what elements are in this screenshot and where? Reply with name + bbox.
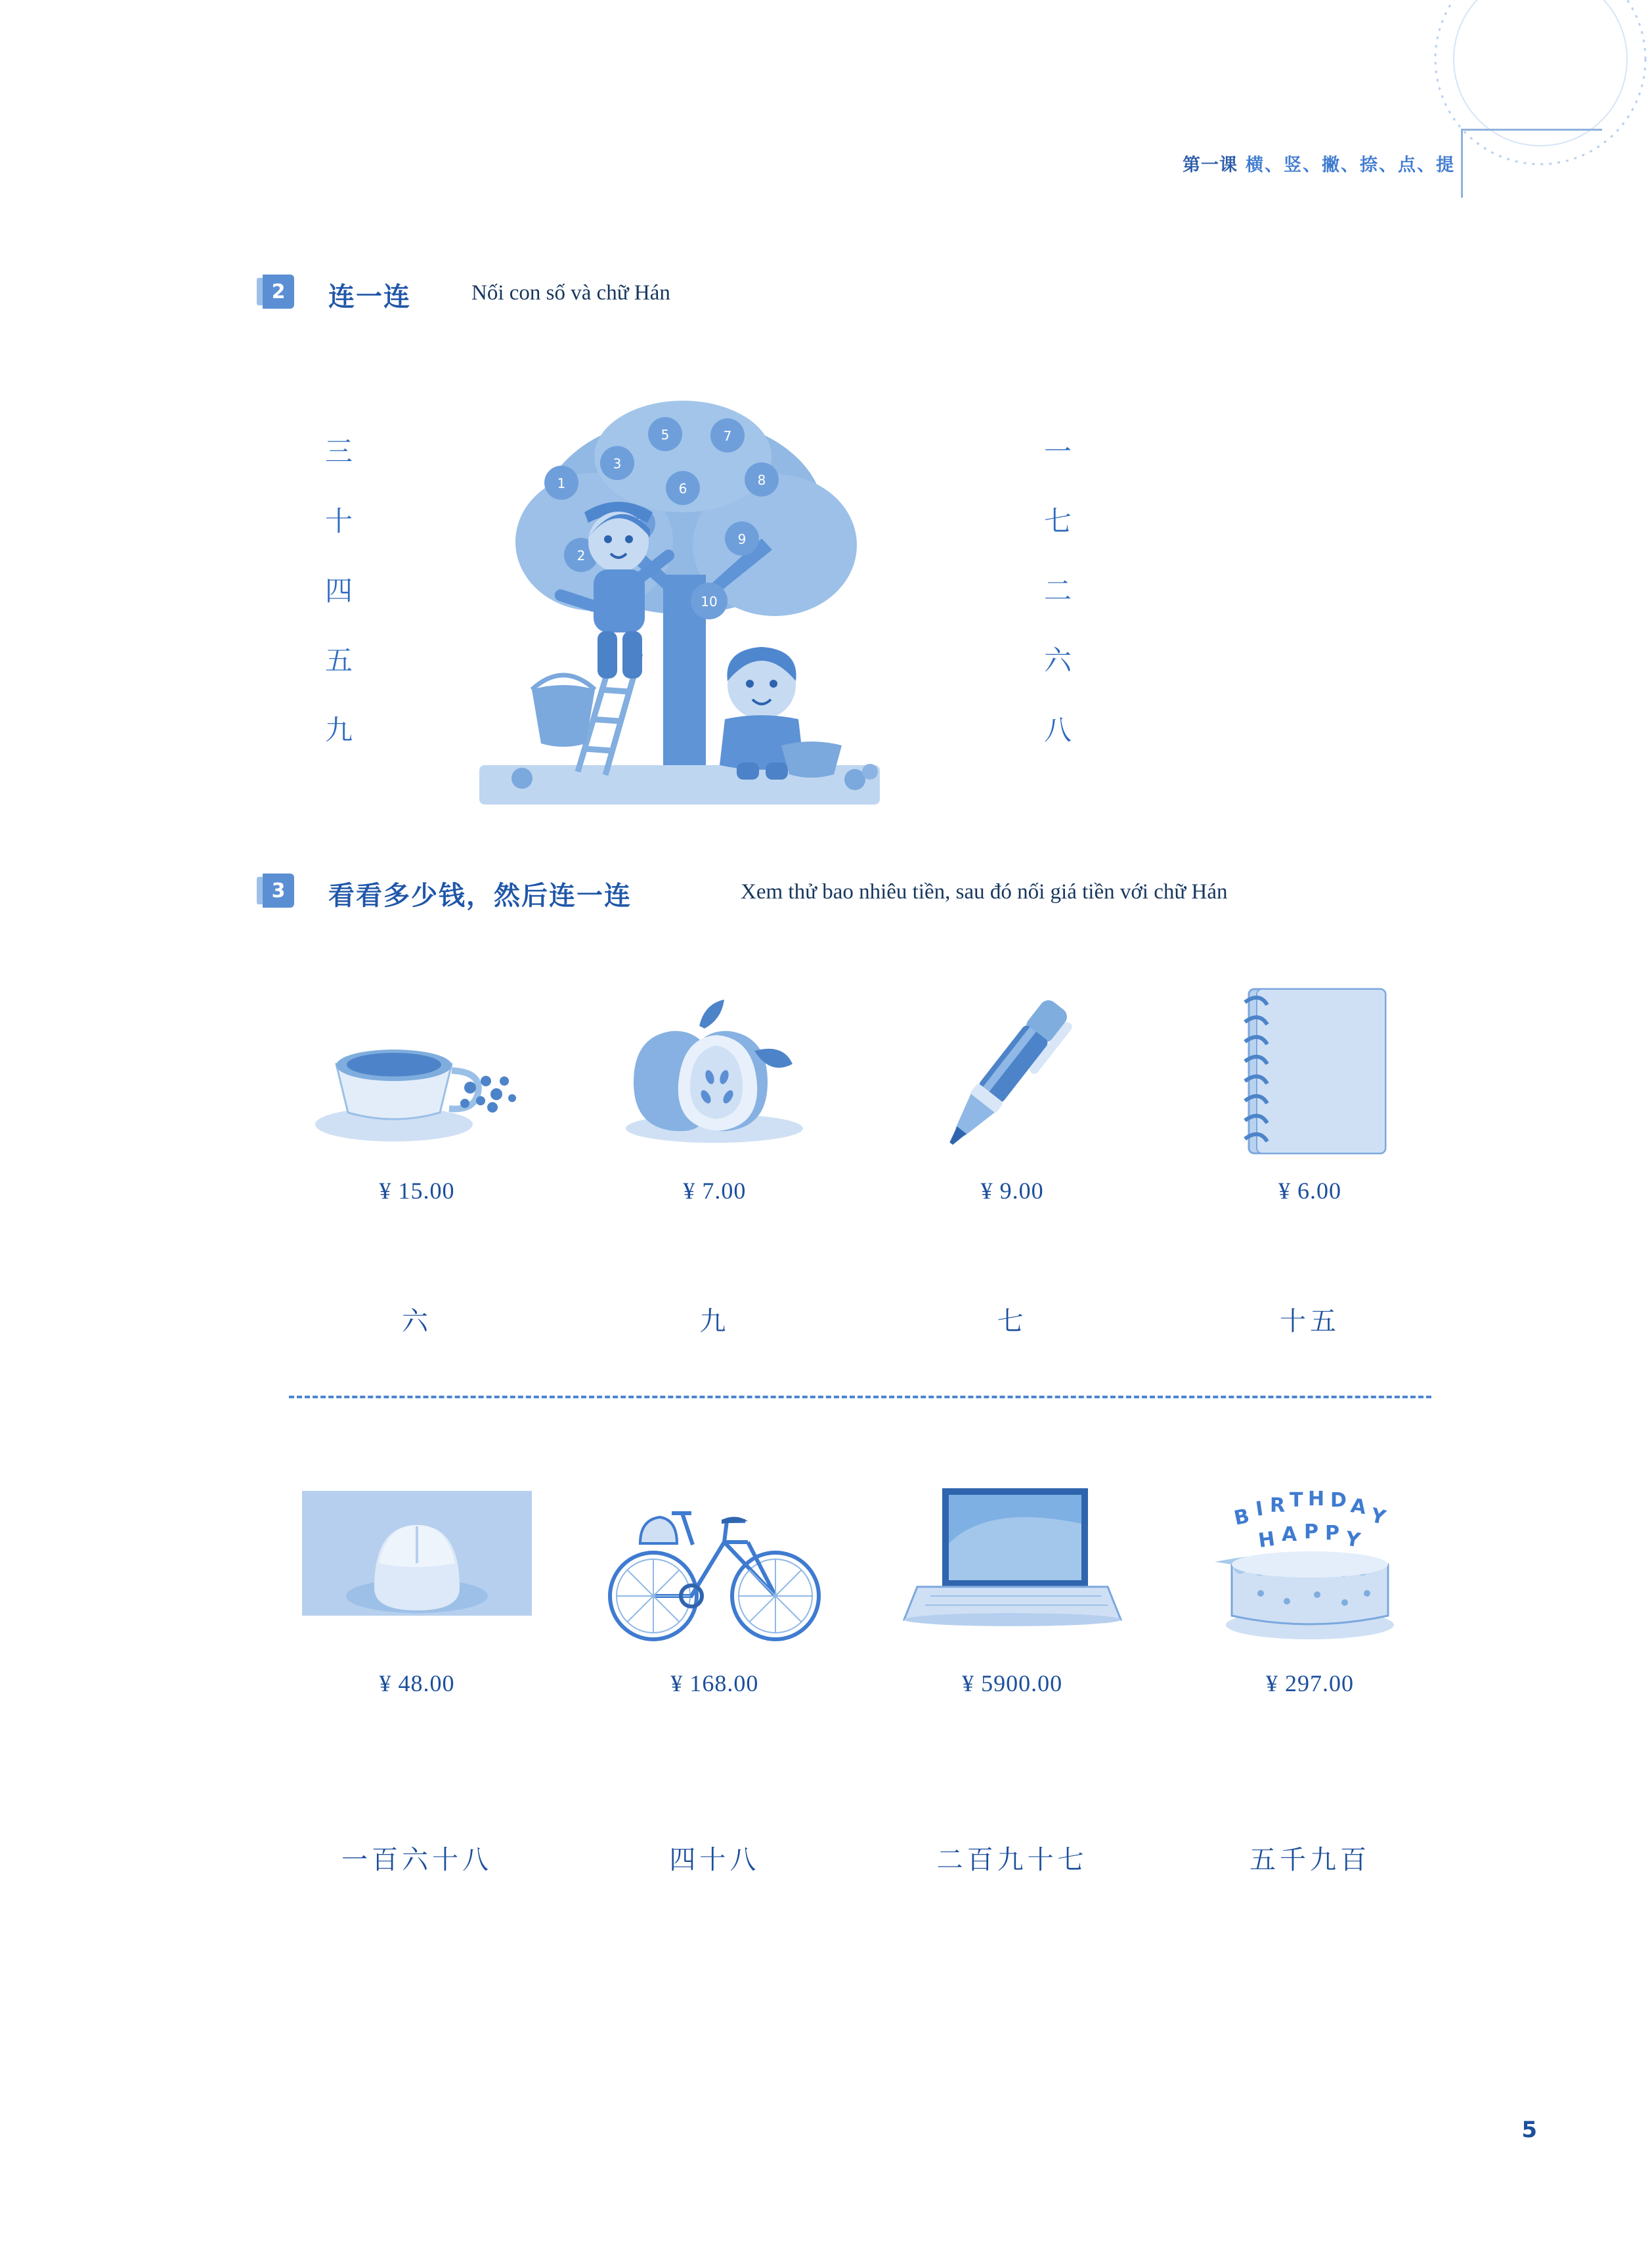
birthday-cake-image	[1188, 1465, 1431, 1655]
char-left-0[interactable]: 三	[325, 435, 353, 468]
goods-item-coffee[interactable]	[289, 972, 545, 1205]
page-header	[798, 143, 1652, 183]
svg-text:T: T	[1289, 1489, 1303, 1512]
svg-text:9: 9	[737, 531, 747, 547]
goods-row-2	[289, 1465, 1438, 1697]
svg-text:H: H	[1257, 1527, 1276, 1553]
goods-item-laptop[interactable]	[884, 1465, 1141, 1697]
computer-mouse-image	[295, 1465, 538, 1655]
lesson-strokes: 横、竖、撇、捺、点、提	[1246, 154, 1455, 175]
char-left-1[interactable]: 十	[325, 505, 353, 537]
svg-text:B: B	[1232, 1504, 1252, 1530]
char-right-1[interactable]: 七	[1044, 505, 1072, 537]
hanzi-5900: 五千九百	[1249, 1845, 1370, 1875]
goods-item-pen[interactable]	[884, 972, 1141, 1205]
hanzi-cell-1-4[interactable]	[1182, 1300, 1438, 1338]
apples-image	[593, 972, 836, 1162]
char-right-2[interactable]: 二	[1044, 575, 1072, 607]
goods-item-bicycle[interactable]	[586, 1465, 842, 1697]
hanzi-48: 四十八	[669, 1845, 760, 1875]
hanzi-cell-1-2[interactable]	[586, 1300, 842, 1338]
goods-row-1	[289, 972, 1438, 1205]
notebook-image	[1188, 972, 1431, 1162]
price-notebook: ¥ 6.00	[1278, 1178, 1341, 1204]
char-left-4[interactable]: 九	[325, 714, 353, 746]
hanzi-cell-1-1[interactable]	[289, 1300, 545, 1338]
apple-tree-illustration	[453, 378, 913, 811]
svg-text:Y: Y	[1343, 1527, 1362, 1553]
exercise-3-title-vi: Xem thử bao nhiêu tiền, sau đó nối giá tiền với chữ Hán	[741, 880, 1228, 904]
char-right-3[interactable]: 六	[1044, 644, 1072, 676]
hanzi-cell-2-1[interactable]	[289, 1839, 545, 1876]
exercise-2-title-vi: Nối con số và chữ Hán	[471, 281, 670, 305]
goods-item-apples[interactable]	[586, 972, 842, 1205]
price-coffee: ¥ 15.00	[379, 1178, 455, 1204]
page-number: 5	[1521, 2117, 1537, 2143]
hanzi-cell-2-3[interactable]	[884, 1839, 1141, 1876]
price-mouse: ¥ 48.00	[379, 1670, 455, 1696]
price-apples: ¥ 7.00	[683, 1178, 747, 1204]
goods-item-mouse[interactable]	[289, 1465, 545, 1697]
section-divider	[289, 1396, 1431, 1398]
svg-text:1: 1	[557, 476, 566, 491]
price-bicycle: ¥ 168.00	[670, 1670, 759, 1696]
char-left-2[interactable]: 四	[325, 575, 353, 607]
svg-text:2: 2	[576, 548, 586, 564]
char-right-0[interactable]: 一	[1044, 435, 1072, 468]
svg-text:H: H	[1307, 1488, 1325, 1511]
svg-text:R: R	[1269, 1494, 1286, 1517]
price-laptop: ¥ 5900.00	[962, 1670, 1063, 1696]
bicycle-image	[593, 1465, 836, 1655]
number-characters-right	[1044, 430, 1072, 778]
price-cake: ¥ 297.00	[1265, 1670, 1354, 1696]
coffee-cup-image	[295, 972, 538, 1162]
svg-text:10: 10	[701, 594, 718, 609]
svg-text:3: 3	[613, 456, 622, 472]
svg-text:A: A	[1349, 1494, 1368, 1520]
hanzi-cell-2-2[interactable]	[586, 1839, 842, 1876]
pen-image	[891, 972, 1134, 1162]
hanzi-seven: 七	[997, 1306, 1028, 1337]
laptop-image	[891, 1465, 1134, 1655]
price-pen: ¥ 9.00	[980, 1178, 1044, 1204]
hanzi-cell-2-4[interactable]	[1182, 1839, 1438, 1876]
svg-text:7: 7	[723, 428, 732, 444]
svg-text:D: D	[1330, 1489, 1347, 1512]
svg-text:P: P	[1303, 1520, 1318, 1543]
lesson-label: 第一课	[1183, 154, 1238, 175]
char-left-3[interactable]: 五	[325, 644, 353, 676]
hanzi-row-2	[289, 1839, 1438, 1876]
svg-text:I: I	[1254, 1497, 1265, 1521]
goods-item-notebook[interactable]	[1182, 972, 1438, 1205]
exercise-2-title-cn: 连一连	[328, 282, 411, 312]
hanzi-168: 一百六十八	[341, 1845, 492, 1875]
hanzi-fifteen: 十五	[1279, 1306, 1340, 1337]
svg-text:Y: Y	[1368, 1503, 1388, 1530]
header-rule-horizontal	[1462, 129, 1602, 131]
svg-text:5: 5	[661, 427, 670, 443]
exercise-number-3: 3	[263, 874, 294, 908]
svg-text:P: P	[1324, 1522, 1339, 1545]
hanzi-row-1	[289, 1300, 1438, 1338]
svg-text:A: A	[1281, 1523, 1297, 1546]
char-right-4[interactable]: 八	[1044, 714, 1072, 746]
svg-text:8: 8	[757, 472, 766, 488]
hanzi-nine: 九	[699, 1306, 730, 1337]
number-characters-left	[325, 430, 353, 778]
exercise-number-2: 2	[263, 275, 294, 309]
header-decoration	[1376, 0, 1652, 223]
exercise-3-title-cn: 看看多少钱，然后连一连	[328, 881, 632, 911]
hanzi-297: 二百九十七	[936, 1845, 1088, 1875]
goods-item-cake[interactable]	[1182, 1465, 1438, 1697]
hanzi-six: 六	[402, 1306, 432, 1337]
svg-text:6: 6	[678, 481, 687, 497]
hanzi-cell-1-3[interactable]	[884, 1300, 1141, 1338]
